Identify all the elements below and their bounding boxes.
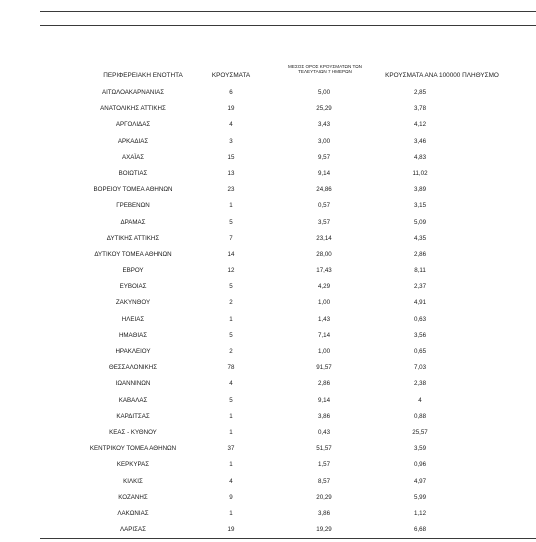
cell-per100k: 0,63 (413, 315, 427, 323)
cell-per100k: 1,12 (413, 509, 427, 517)
cell-avg7: 8,57 (317, 477, 331, 485)
cell-per100k: 4 (418, 396, 422, 404)
cell-cases: 4 (229, 380, 233, 388)
cell-region: ΗΡΑΚΛΕΙΟΥ (115, 348, 151, 355)
table-row (0, 410, 536, 426)
cell-per100k: 4,91 (413, 299, 427, 307)
cell-region: ΑΧΑΪΑΣ (121, 153, 145, 161)
cell-cases: 1 (229, 461, 233, 469)
cell-cases: 15 (227, 153, 235, 161)
cell-cases: 5 (229, 283, 233, 291)
cell-avg7: 1,00 (317, 299, 331, 307)
cell-per100k: 0,88 (413, 412, 427, 420)
cell-avg7: 23,14 (316, 234, 332, 242)
table-row (0, 102, 536, 118)
cell-avg7: 1,43 (317, 315, 331, 323)
cell-region: ΚΕΑΣ - ΚΥΘΝΟΥ (109, 428, 157, 436)
cell-avg7: 25,29 (316, 105, 332, 113)
cell-region: ΚΙΛΚΙΣ (123, 477, 143, 485)
cell-per100k: 4,83 (413, 153, 427, 161)
header-avg7-line1: ΜΕΣΟΣ ΟΡΟΣ ΚΡΟΥΣΜΑΤΩΝ ΤΩΝ (288, 64, 362, 69)
cell-cases: 2 (229, 348, 233, 355)
table-row (0, 232, 536, 248)
table-row (0, 151, 536, 167)
cell-avg7: 9,14 (317, 396, 331, 404)
cell-region: ΙΩΑΝΝΙΝΩΝ (115, 380, 151, 388)
cell-region: ΑΡΚΑΔΙΑΣ (117, 137, 149, 145)
cell-cases: 3 (229, 137, 233, 145)
cell-cases: 1 (229, 315, 233, 323)
cell-per100k: 2,37 (413, 283, 427, 291)
cell-per100k: 4,12 (413, 121, 427, 129)
cell-per100k: 2,38 (413, 380, 427, 388)
cell-cases: 1 (229, 428, 233, 436)
cell-avg7: 0,57 (317, 202, 331, 210)
cell-per100k: 8,11 (414, 267, 426, 275)
cell-cases: 7 (229, 234, 233, 242)
cell-region: ΒΟΡΕΙΟΥ ΤΟΜΕΑ ΑΘΗΝΩΝ (93, 186, 173, 194)
cell-cases: 14 (227, 250, 235, 258)
table-row (0, 280, 536, 296)
cell-region: ΒΟΙΩΤΙΑΣ (118, 169, 148, 177)
cell-per100k: 11,02 (412, 169, 428, 177)
table-header (0, 62, 536, 82)
cell-per100k: 0,65 (413, 348, 427, 355)
cell-region: ΖΑΚΥΝΘΟΥ (115, 299, 151, 307)
cell-per100k: 4,97 (413, 477, 427, 485)
table-row (0, 135, 536, 151)
table-body (0, 86, 536, 539)
cell-cases: 5 (229, 331, 233, 339)
cell-avg7: 0,43 (317, 428, 331, 436)
cell-avg7: 2,86 (317, 380, 331, 388)
cell-avg7: 5,00 (317, 89, 331, 96)
table-row (0, 361, 536, 377)
cell-avg7: 51,57 (316, 445, 332, 453)
cell-cases: 1 (229, 202, 233, 210)
table-row (0, 167, 536, 183)
cell-per100k: 6,68 (413, 526, 427, 534)
cell-region: ΚΟΖΑΝΗΣ (118, 493, 148, 501)
cell-region: ΚΑΒΑΛΑΣ (118, 396, 148, 404)
cell-region: ΔΡΑΜΑΣ (120, 218, 146, 226)
cell-region: ΔΥΤΙΚΗΣ ΑΤΤΙΚΗΣ (106, 234, 160, 242)
cell-per100k: 3,46 (413, 137, 427, 145)
cell-cases: 13 (227, 169, 235, 177)
table-row (0, 475, 536, 491)
table-row (0, 313, 536, 329)
table-row (0, 458, 536, 474)
cell-cases: 5 (229, 218, 233, 226)
cell-per100k: 2,86 (413, 250, 427, 258)
cell-per100k: 5,09 (413, 218, 427, 226)
cell-per100k: 3,78 (413, 105, 427, 113)
cell-cases: 9 (229, 493, 233, 501)
header-per100k: ΚΡΟΥΣΜΑΤΑ ΑΝΑ 100000 ΠΛΗΘΥΣΜΟ (385, 72, 499, 79)
cell-avg7: 4,29 (317, 283, 331, 291)
cell-avg7: 1,57 (317, 461, 331, 469)
cell-cases: 1 (229, 412, 233, 420)
cell-avg7: 17,43 (316, 267, 332, 275)
cell-region: ΑΝΑΤΟΛΙΚΗΣ ΑΤΤΙΚΗΣ (100, 105, 166, 113)
cell-region: ΘΕΣΣΑΛΟΝΙΚΗΣ (108, 364, 158, 372)
table-row (0, 248, 536, 264)
cell-cases: 12 (227, 267, 235, 275)
cell-region: ΗΛΕΙΑΣ (121, 315, 145, 323)
cell-region: ΚΑΡΔΙΤΣΑΣ (116, 412, 150, 420)
table-row (0, 523, 536, 539)
header-avg7 (270, 64, 380, 75)
cell-avg7: 28,00 (316, 250, 332, 258)
cell-cases: 4 (229, 121, 233, 129)
cell-region: ΓΡΕΒΕΝΩΝ (116, 202, 150, 210)
cell-region: ΑΙΤΩΛΟΑΚΑΡΝΑΝΙΑΣ (101, 89, 165, 96)
header-region: ΠΕΡΙΦΕΡΕΙΑΚΗ ΕΝΟΤΗΤΑ (103, 72, 183, 79)
cell-avg7: 3,57 (317, 218, 331, 226)
cell-cases: 37 (227, 445, 235, 453)
header-cases: ΚΡΟΥΣΜΑΤΑ (211, 72, 251, 79)
cell-avg7: 1,00 (317, 348, 331, 355)
top-rule-secondary (40, 25, 536, 26)
cell-region: ΔΥΤΙΚΟΥ ΤΟΜΕΑ ΑΘΗΝΩΝ (94, 250, 172, 258)
cell-avg7: 3,86 (317, 509, 331, 517)
table-row (0, 442, 536, 458)
cell-cases: 19 (227, 526, 235, 534)
cell-avg7: 9,14 (317, 169, 331, 177)
cell-region: ΑΡΓΟΛΙΔΑΣ (115, 121, 151, 129)
cell-cases: 19 (227, 105, 235, 113)
table-row (0, 296, 536, 312)
cell-cases: 1 (229, 509, 233, 517)
cell-avg7: 91,57 (316, 364, 332, 372)
table-row (0, 216, 536, 232)
bottom-rule (40, 538, 536, 539)
cell-avg7: 20,29 (316, 493, 332, 501)
cell-per100k: 3,89 (413, 186, 427, 194)
table-row (0, 377, 536, 393)
table-row (0, 394, 536, 410)
cell-per100k: 4,35 (413, 234, 427, 242)
table-row (0, 183, 536, 199)
cell-region: ΕΥΒΟΙΑΣ (119, 283, 147, 291)
table-row (0, 199, 536, 215)
cell-avg7: 24,86 (316, 186, 332, 194)
cell-region: ΕΒΡΟΥ (122, 267, 144, 275)
table-row (0, 507, 536, 523)
cell-per100k: 5,99 (413, 493, 427, 501)
cell-avg7: 7,14 (317, 331, 331, 339)
table-row (0, 426, 536, 442)
table-row (0, 345, 536, 361)
table-row (0, 118, 536, 134)
cell-per100k: 0,96 (413, 461, 427, 469)
table-row (0, 86, 536, 102)
cell-cases: 78 (227, 364, 235, 372)
table-row (0, 491, 536, 507)
cell-cases: 6 (229, 89, 233, 96)
cell-avg7: 3,86 (317, 412, 331, 420)
cell-avg7: 3,43 (317, 121, 331, 129)
cell-avg7: 19,29 (316, 526, 332, 534)
table-row (0, 329, 536, 345)
cell-per100k: 2,85 (413, 89, 427, 96)
cell-per100k: 7,03 (413, 364, 427, 372)
table-row (0, 264, 536, 280)
cell-region: ΚΕΝΤΡΙΚΟΥ ΤΟΜΕΑ ΑΘΗΝΩΝ (89, 445, 177, 453)
cell-per100k: 25,57 (412, 428, 428, 436)
cell-region: ΚΕΡΚΥΡΑΣ (116, 461, 150, 469)
top-rule (40, 11, 536, 12)
header-avg7-line2: ΤΕΛΕΥΤΑΙΩΝ 7 ΗΜΕΡΩΝ (298, 69, 352, 75)
cell-per100k: 3,15 (413, 202, 427, 210)
cell-region: ΗΜΑΘΙΑΣ (118, 331, 148, 339)
cell-avg7: 3,00 (317, 137, 331, 145)
cell-region: ΛΑΚΩΝΙΑΣ (117, 509, 149, 517)
cell-avg7: 9,57 (317, 153, 331, 161)
cell-cases: 23 (227, 186, 235, 194)
cell-cases: 4 (229, 477, 233, 485)
cell-per100k: 3,56 (413, 331, 427, 339)
cell-per100k: 3,59 (413, 445, 427, 453)
cell-cases: 5 (229, 396, 233, 404)
cell-cases: 2 (229, 299, 233, 307)
cell-region: ΛΑΡΙΣΑΣ (120, 526, 146, 534)
